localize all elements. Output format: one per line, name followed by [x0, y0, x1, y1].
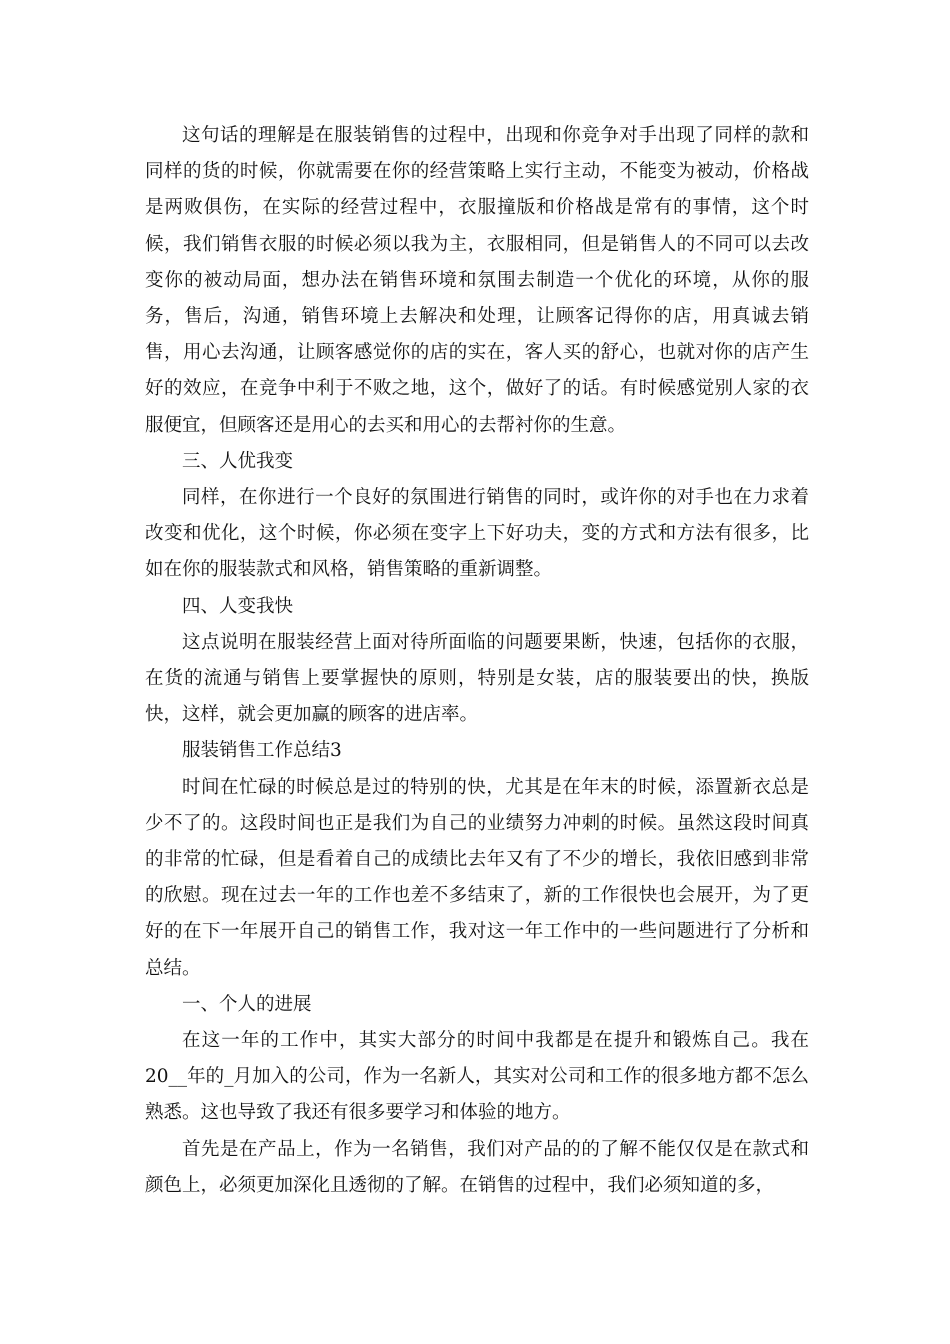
paragraph-year-end: 时间在忙碌的时候总是过的特别的快，尤其是在年末的时候，添置新衣总是少不了的。这段时间也正是我们为自己的业绩努力冲刺的时候。虽然这段时间真的非常的忙碌，但是看着自己的成绩比去年又有了不少的增长，我依旧感到非常的欣慰。现在过去一年的工作也差不多结束了，新的工作很快也会展开，为了更好的在下一年展开自己的销售工作，我对这一年工作中的一些问题进行了分析和总结。 — [145, 776, 809, 979]
paragraph-joining: 在这一年的工作中，其实大部分的时间中我都是在提升和锻炼自己。我在20__年的_月加入的公司，作为一名新人，其实对公司和工作的很多地方都不怎么熟悉。这也导致了我还有很多要学习和体验的地方。 — [145, 1030, 809, 1124]
section-heading-3: 三、人优我变 — [182, 450, 294, 472]
paragraph-speed: 这点说明在服装经营上面对待所面临的问题要果断，快速，包括你的衣服，在货的流通与销售上要掌握快的原则，特别是女装，店的服装要出的快，换版快，这样，就会更加赢的顾客的进店率。 — [145, 631, 809, 726]
paragraph-product-knowledge: 首先是在产品上，作为一名销售，我们对产品的的了解不能仅仅是在款式和颜色上，必须更加深化且透彻的了解。在销售的过程中，我们必须知道的多， — [145, 1138, 809, 1196]
document-body — [145, 118, 809, 1204]
summary-title-3: 服装销售工作总结3 — [182, 740, 342, 762]
section-heading-4: 四、人变我快 — [182, 595, 294, 617]
paragraph-change: 同样，在你进行一个良好的氛围进行销售的同时，或许你的对手也在力求着改变和优化，这个时候，你必须在变字上下好功夫，变的方式和方法有很多，比如在你的服装款式和风格，销售策略的重新调整。 — [145, 487, 809, 581]
section-heading-personal-progress: 一、个人的进展 — [182, 993, 312, 1015]
paragraph-competition-strategy: 这句话的理解是在服装销售的过程中，出现和你竞争对手出现了同样的款和同样的货的时候，你就需要在你的经营策略上实行主动，不能变为被动，价格战是两败俱伤，在实际的经营过程中，衣服撞版和价格战是常有的事情，这个时候，我们销售衣服的时候必须以我为主，衣服相同，但是销售人的不同可以去改变你的被动局面，想办法在销售环境和氛围去制造一个优化的环境，从你的服务，售后，沟通，销售环境上去解决和处理，让顾客记得你的店，用真诚去销售，用心去沟通，让顾客感觉你的店的实在，客人买的舒心，也就对你的店产生好的效应，在竞争中利于不败之地，这个，做好了的话。有时候感觉别人家的衣服便宜，但顾客还是用心的去买和用心的去帮衬你的生意。 — [145, 125, 809, 436]
